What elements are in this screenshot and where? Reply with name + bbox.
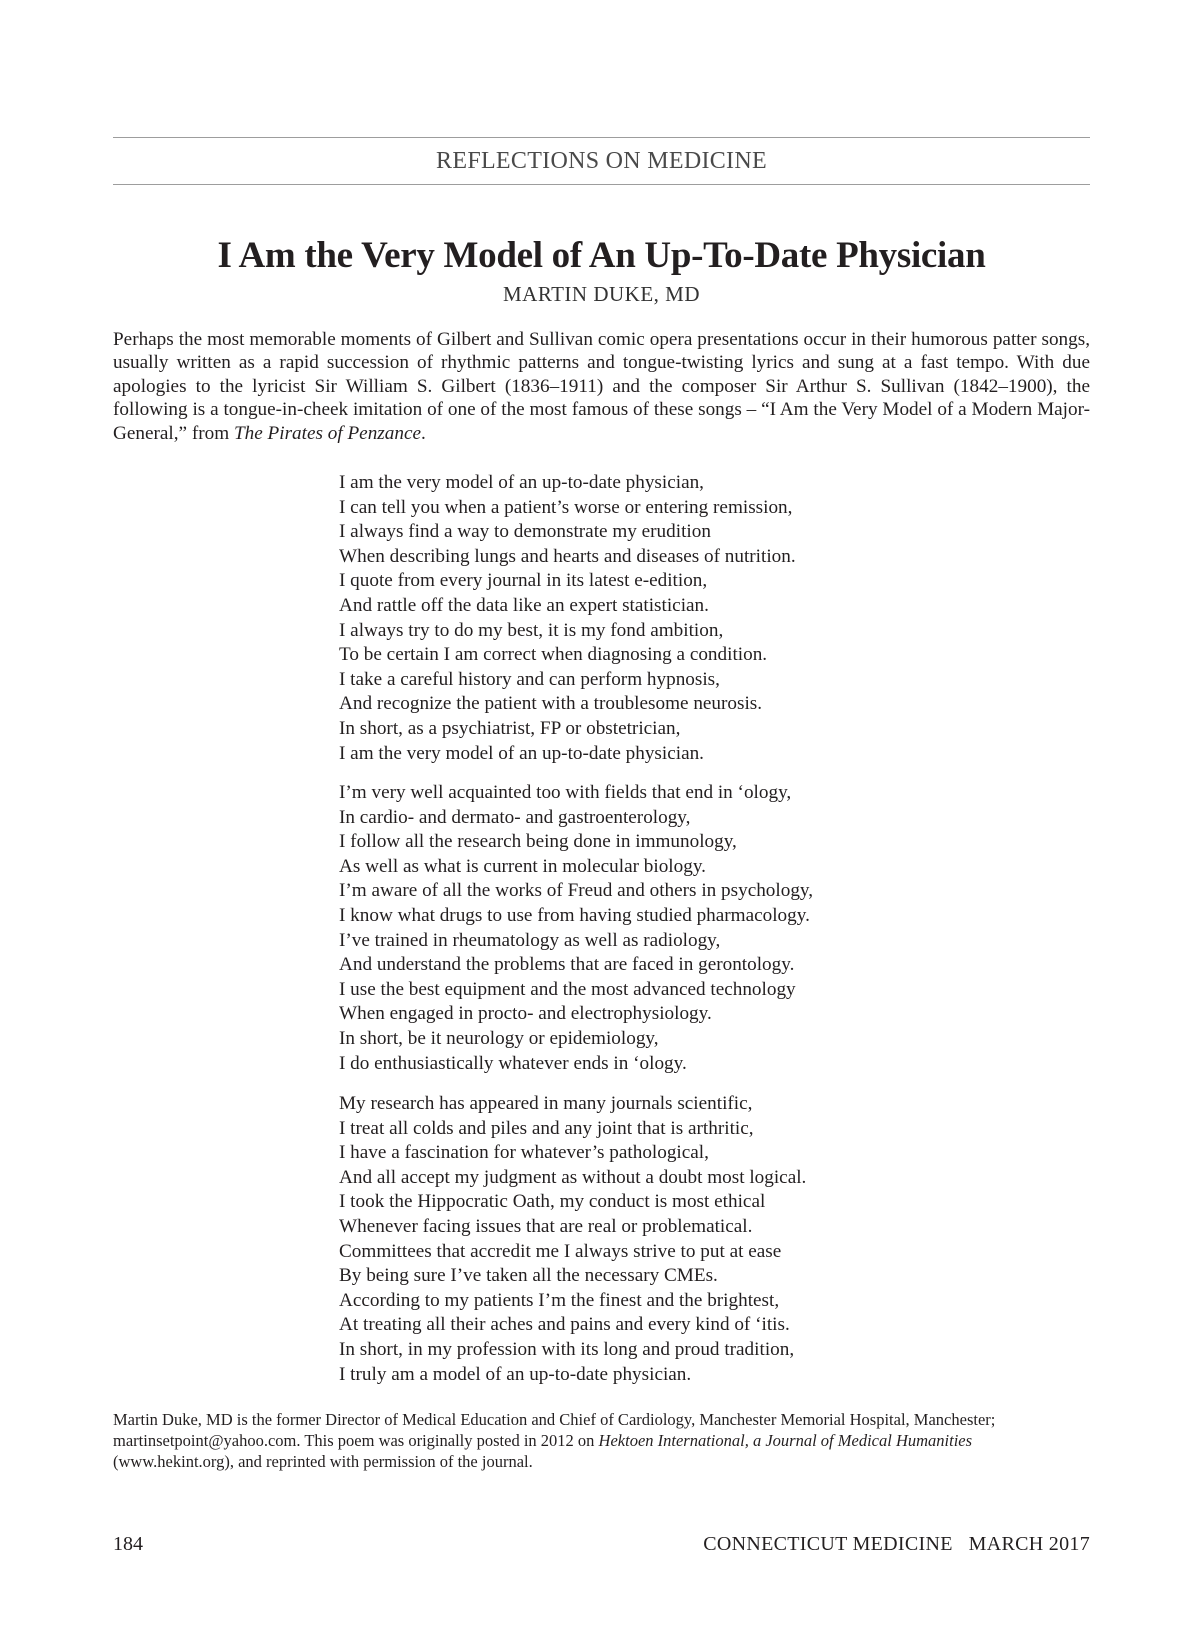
poem-line: I always try to do my best, it is my fond ambition, — [339, 619, 724, 641]
poem-line: When engaged in procto- and electrophysiology. — [339, 1003, 712, 1025]
poem-line: I take a careful history and can perform hypnosis, — [339, 668, 720, 690]
poem-line: I am the very model of an up-to-date physician. — [339, 742, 704, 764]
journal-footer: CONNECTICUT MEDICINE MARCH 2017 — [703, 1533, 1090, 1555]
poem-line: I truly am a model of an up-to-date physician. — [339, 1363, 692, 1385]
intro-paragraph — [113, 328, 1090, 445]
poem-line: Committees that accredit me I always strive to put at ease — [339, 1240, 782, 1262]
poem-line: I follow all the research being done in immunology, — [339, 831, 737, 853]
poem-line: At treating all their aches and pains and every kind of ‘itis. — [339, 1314, 790, 1336]
poem-line: In cardio- and dermato- and gastroenterology, — [339, 806, 691, 828]
article-author: MARTIN DUKE, MD — [503, 282, 700, 306]
poem-line: I’m aware of all the works of Freud and others in psychology, — [339, 880, 814, 902]
poem-line: I use the best equipment and the most advanced technology — [339, 978, 796, 1000]
poem-line: And understand the problems that are faced in gerontology. — [339, 954, 795, 976]
poem-line: According to my patients I’m the finest and the brightest, — [339, 1289, 780, 1311]
poem-line: I can tell you when a patient’s worse or entering remission, — [339, 496, 793, 518]
poem-stanza-1 — [339, 471, 1039, 766]
poem-line: I took the Hippocratic Oath, my conduct is most ethical — [339, 1191, 766, 1213]
poem-line: I know what drugs to use from having studied pharmacology. — [339, 904, 810, 926]
page-number: 184 — [113, 1533, 143, 1555]
poem-line: In short, be it neurology or epidemiology, — [339, 1027, 659, 1049]
poem-line: As well as what is current in molecular biology. — [339, 855, 706, 877]
poem-line: I have a fascination for whatever’s pathological, — [339, 1142, 709, 1164]
intro-italic-title: The Pirates of Penzance — [233, 422, 421, 444]
poem-line: I’m very well acquainted too with fields that end in ‘ology, — [339, 782, 792, 803]
article-title: I Am the Very Model of An Up-To-Date Physician — [217, 235, 986, 276]
poem-line: I always find a way to demonstrate my erudition — [339, 521, 711, 543]
poem-line: In short, in my profession with its long and proud tradition, — [339, 1338, 795, 1360]
bio-italic-journal: Hektoen International, a Journal of Medical Humanities — [598, 1430, 973, 1450]
intro-end: . — [420, 422, 426, 444]
poem-line: In short, as a psychiatrist, FP or obstetrician, — [339, 717, 681, 739]
intro-text: Perhaps the most memorable moments of Gilbert and Sullivan comic opera presentations occur in their humorous patter songs, usually written as a rapid succession of rhythmic patterns and tongue-twisting lyrics and sung at a fast tempo. With due apologies to the lyricist Sir William S. Gilbert (1836–1911) and the composer Sir Arthur S. Sullivan (1842–1900), the following is a tongue-in-cheek imitation of one of the most famous of these songs – “I Am the Very Model of a Modern Major-General,” from — [113, 329, 1090, 444]
poem-line: And recognize the patient with a troublesome neurosis. — [339, 693, 763, 715]
header-rule-top — [113, 137, 1090, 138]
header-rule-bottom — [113, 184, 1090, 185]
poem-line: I am the very model of an up-to-date physician, — [339, 472, 704, 493]
poem-line: When describing lungs and hearts and diseases of nutrition. — [339, 545, 796, 567]
section-label: REFLECTIONS ON MEDICINE — [436, 148, 767, 174]
poem-line: By being sure I’ve taken all the necessary CMEs. — [339, 1265, 718, 1287]
poem-line: I do enthusiastically whatever ends in ‘ology. — [339, 1052, 687, 1074]
poem-line: And all accept my judgment as without a doubt most logical. — [339, 1166, 807, 1188]
bio-text: Martin Duke, MD is the former Director of Medical Education and Chief of Cardiology, Manchester Memorial Hospital, Manchester; martinsetpoint@yahoo.com. This poem was originally posted in 2012 on — [113, 1410, 996, 1450]
poem-line: And rattle off the data like an expert statistician. — [339, 594, 709, 616]
poem-line: I quote from every journal in its latest e-edition, — [339, 570, 708, 592]
poem-line: To be certain I am correct when diagnosing a condition. — [339, 644, 768, 666]
poem-line: Whenever facing issues that are real or problematical. — [339, 1215, 753, 1237]
bio-end: (www.hekint.org), and reprinted with permission of the journal. — [113, 1451, 533, 1471]
author-bio — [113, 1410, 1090, 1472]
poem-stanza-3 — [339, 1092, 1039, 1387]
poem-line: I treat all colds and piles and any joint that is arthritic, — [339, 1117, 754, 1139]
poem-stanza-2 — [339, 781, 1039, 1076]
poem-line: I’ve trained in rheumatology as well as radiology, — [339, 929, 721, 951]
poem-line: My research has appeared in many journals scientific, — [339, 1093, 753, 1114]
